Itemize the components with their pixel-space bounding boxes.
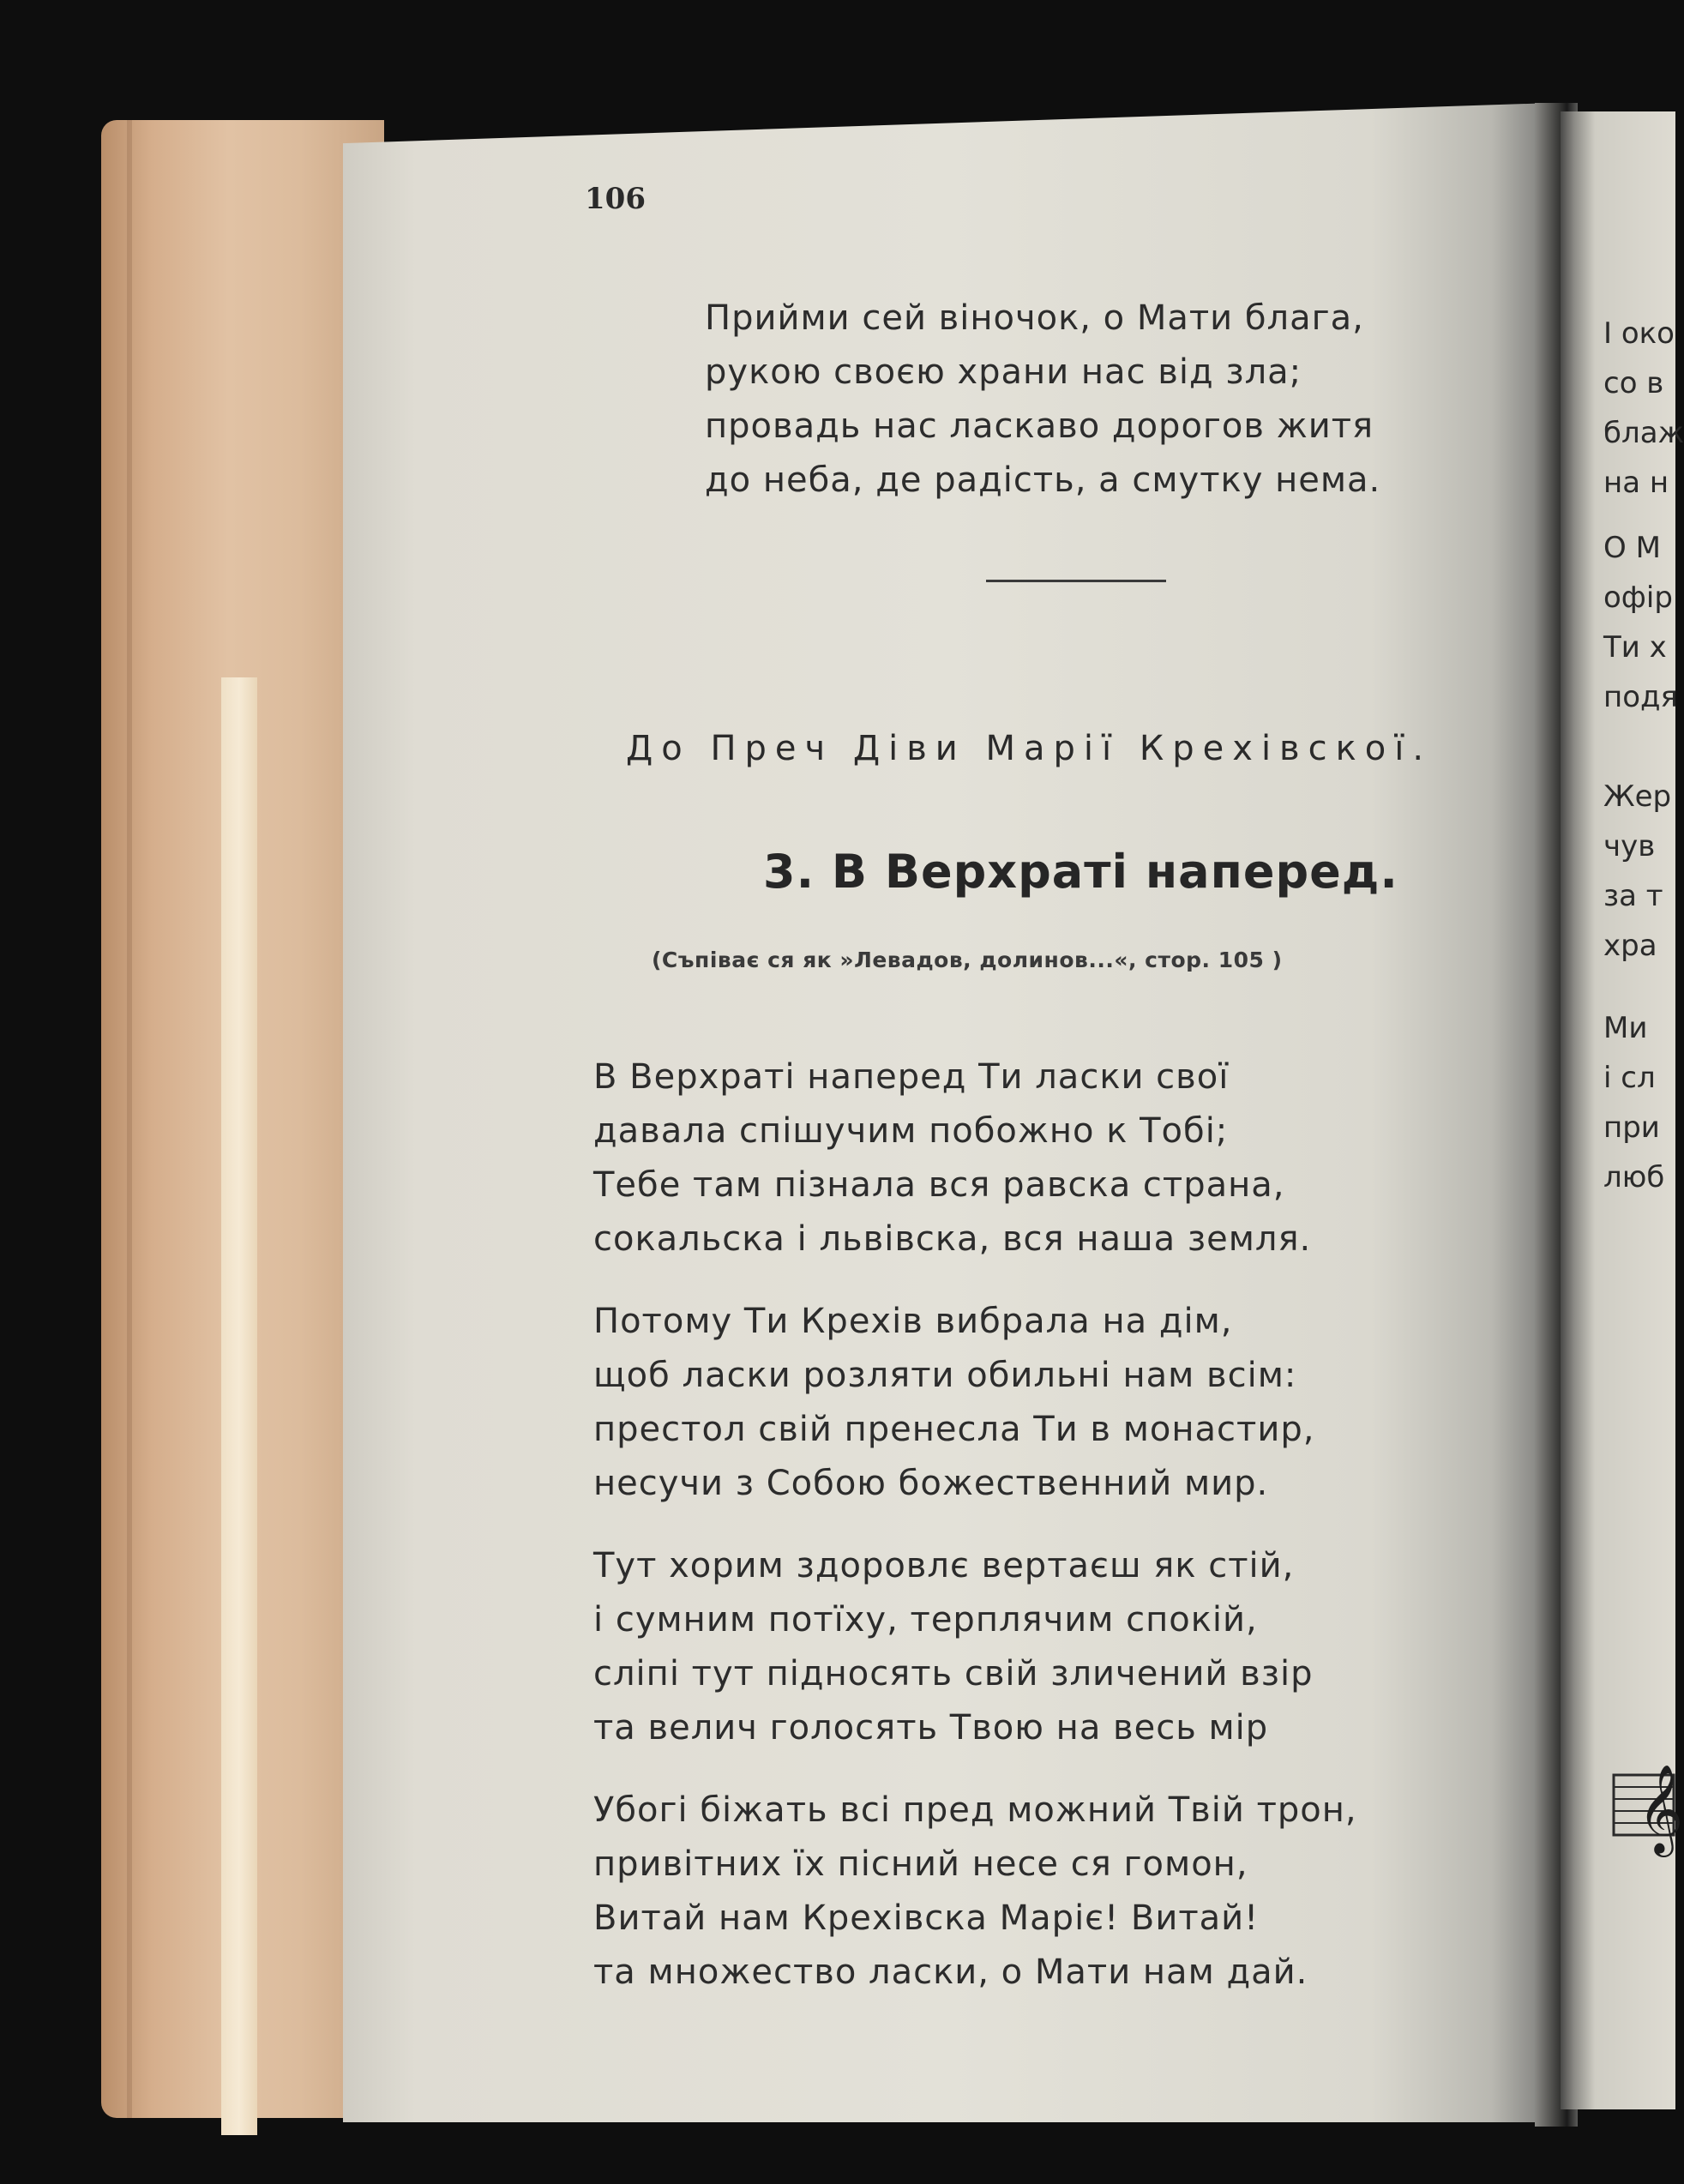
verse-line: та множество ласки, о Мати нам дай. bbox=[593, 1952, 1308, 1992]
verse-line: сокальска і львівска, вся наша земля. bbox=[593, 1219, 1312, 1259]
stanza-1 bbox=[593, 1050, 1311, 1266]
fragment-line: і сл bbox=[1603, 1061, 1656, 1095]
right-page-stanza-4 bbox=[1603, 1003, 1664, 1202]
fragment-line: Жер bbox=[1603, 779, 1672, 814]
verse-line: до неба, де радість, а смутку нема. bbox=[705, 460, 1381, 500]
fragment-line: Ми bbox=[1603, 1011, 1648, 1045]
verse-line: провадь нас ласкаво дорогов житя bbox=[705, 406, 1374, 446]
verse-line: несучи з Собою божественний мир. bbox=[593, 1464, 1269, 1503]
verse-line: давала спішучим побожно к Тобі; bbox=[593, 1111, 1229, 1151]
fragment-line: офір bbox=[1603, 581, 1673, 615]
melody-note: (Съпіває ся як »Левадов, долинов...«, стор. 105 ) bbox=[652, 948, 1283, 972]
verse-line: Потому Ти Крехів вибрала на дім, bbox=[593, 1302, 1233, 1341]
fragment-line: І око bbox=[1603, 316, 1675, 351]
hymn-title: 3. В Верхраті наперед. bbox=[763, 845, 1398, 899]
right-page-stanza-2 bbox=[1603, 523, 1678, 722]
fragment-line: О М bbox=[1603, 531, 1661, 565]
verse-line: і сумним потїху, терплячим спокій, bbox=[593, 1600, 1258, 1640]
verse-line: Убогі біжать всі пред можний Твій трон, bbox=[593, 1790, 1357, 1830]
stanza-2 bbox=[593, 1295, 1314, 1511]
verse-line: та велич голосять Твою на весь мір bbox=[593, 1708, 1269, 1748]
verse-line: Тебе там пізнала вся равска страна, bbox=[593, 1165, 1285, 1205]
fragment-line: хра bbox=[1603, 929, 1657, 963]
right-page-stanza-3 bbox=[1603, 772, 1671, 971]
verse-line: В Верхраті наперед Ти ласки свої bbox=[593, 1057, 1230, 1097]
right-page-stanza-1 bbox=[1603, 309, 1684, 508]
verse-line: рукою своєю храни нас від зла; bbox=[705, 352, 1302, 392]
stanza-3 bbox=[593, 1539, 1314, 1755]
verse-line: Прийми сей віночок, о Мати блага, bbox=[705, 298, 1364, 338]
fragment-line: блаж bbox=[1603, 416, 1684, 450]
fragment-line: люб bbox=[1603, 1160, 1665, 1194]
verse-line: Витай нам Крехівска Маріє! Витай! bbox=[593, 1898, 1260, 1938]
page-number: 106 bbox=[585, 182, 646, 216]
section-divider bbox=[986, 580, 1166, 582]
dedication-heading: До Преч Діви Марії Крехівскої. bbox=[626, 729, 1433, 768]
fragment-line: чув bbox=[1603, 829, 1656, 863]
verse-line: сліпі тут підносять свій зличений взір bbox=[593, 1654, 1314, 1694]
fragment-line: подя bbox=[1603, 680, 1678, 714]
treble-clef-icon bbox=[1612, 1749, 1684, 1861]
bookmark-ribbon bbox=[221, 677, 257, 2135]
book-page-edges bbox=[101, 120, 384, 2118]
svg-text:𝄞: 𝄞 bbox=[1638, 1764, 1684, 1854]
stanza-4 bbox=[593, 1784, 1357, 2000]
verse-line: престол свій пренесла Ти в монастир, bbox=[593, 1410, 1315, 1449]
fragment-line: при bbox=[1603, 1110, 1660, 1145]
fragment-line: Ти х bbox=[1603, 630, 1667, 665]
fragment-line: за т bbox=[1603, 879, 1663, 913]
first-stanza bbox=[705, 292, 1380, 508]
fragment-line: на н bbox=[1603, 466, 1669, 500]
verse-line: щоб ласки розляти обильні нам всім: bbox=[593, 1356, 1297, 1395]
verse-line: привітних їх пісний несе ся гомон, bbox=[593, 1844, 1248, 1884]
fragment-line: со в bbox=[1603, 366, 1664, 400]
verse-line: Тут хорим здоровлє вертаєш як стій, bbox=[593, 1546, 1295, 1585]
